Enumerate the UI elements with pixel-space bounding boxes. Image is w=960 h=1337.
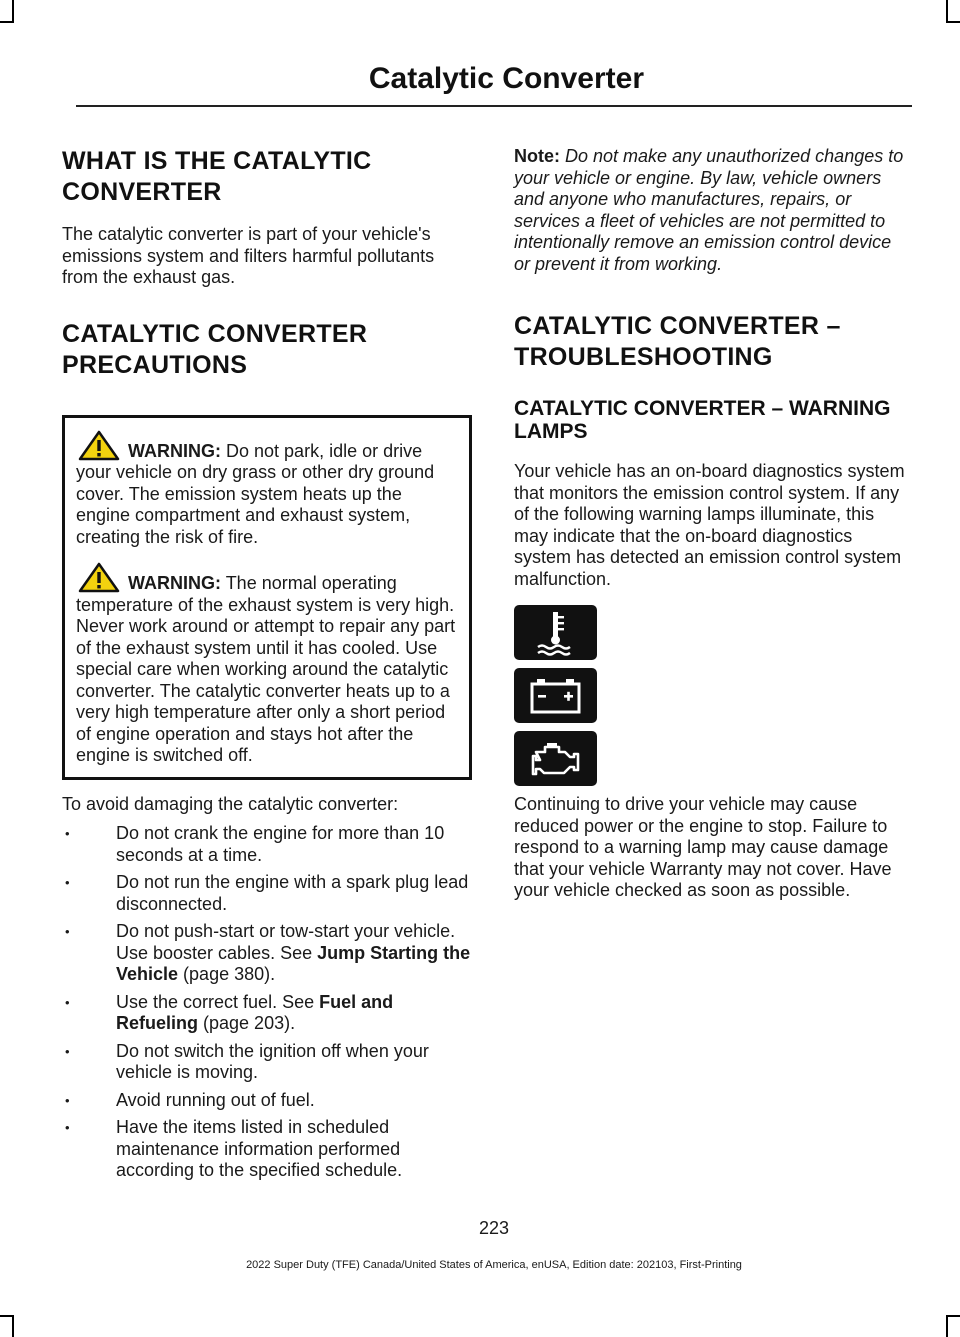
warning-triangle-icon xyxy=(78,562,120,593)
list-item xyxy=(62,872,472,915)
list-item-text: Do not push-start or tow-start your vehicle. Use booster cables. See xyxy=(116,921,456,963)
crop-mark xyxy=(0,1315,14,1317)
subsection-title-warning-lamps: CATALYTIC CONVERTER – WARNING LAMPS xyxy=(514,397,891,443)
section-body-what-is: The catalytic converter is part of your vehicle's emissions system and filters harmful pollutants from the exhaust gas. xyxy=(62,224,435,287)
warning-label: WARNING: xyxy=(128,440,221,461)
warning-lamps xyxy=(514,605,906,786)
coolant-temperature-icon xyxy=(514,605,597,660)
page-reference: (page 380). xyxy=(178,964,276,984)
closing-text: Continuing to drive your vehicle may cause reduced power or the engine to stop. Failure to respond to a warning lamp may cause damage that your vehicle Warranty may not cover. Have your vehicle checked as soon as possible. xyxy=(514,794,892,900)
section-title-troubleshooting: CATALYTIC CONVERTER – TROUBLESHOOTING xyxy=(514,312,841,371)
header-rule xyxy=(76,105,912,107)
list-item-text: Do not switch the ignition off when your vehicle is moving. xyxy=(116,1040,429,1082)
list-item-text: Have the items listed in scheduled maintenance information performed according to the specified schedule. xyxy=(116,1117,403,1180)
note-text: Do not make any unauthorized changes to your vehicle or engine. By law, vehicle owners and anyone who manufactures, repairs, or services a fleet of vehicles are not permitted to intentionally remove an emission control device or prevent it from working. xyxy=(514,146,904,274)
precaution-list xyxy=(62,823,472,1182)
edition-info: 2022 Super Duty (TFE) Canada/United States of America, enUSA, Edition date: 202103, First-Printing xyxy=(246,1259,742,1271)
crop-mark xyxy=(946,0,948,22)
list-item xyxy=(62,992,472,1035)
crop-mark xyxy=(946,1315,948,1337)
right-column xyxy=(514,146,906,902)
warning-text: Do not park, idle or drive your vehicle on dry grass or other dry ground cover. The emission system heats up the engine compartment and exhaust system, creating the risk of fire. xyxy=(76,440,435,547)
list-item xyxy=(62,1117,472,1182)
list-item-text: Use the correct fuel. See xyxy=(116,991,320,1012)
list-item-text: Do not run the engine with a spark plug lead disconnected. xyxy=(116,872,469,914)
warning-label: WARNING: xyxy=(128,573,221,593)
crop-mark xyxy=(946,21,960,23)
warning-box xyxy=(62,415,472,780)
list-item xyxy=(62,1090,472,1112)
crop-mark xyxy=(946,1315,960,1317)
lamps-intro: Your vehicle has an on-board diagnostics system that monitors the emission control system. If any of the following warning lamps illuminate, this may indicate that the on-board diagnostics system has detected an emission control system malfunction. xyxy=(514,461,905,589)
list-item xyxy=(62,921,472,986)
warning-triangle-icon xyxy=(78,430,120,461)
crop-mark xyxy=(12,1315,14,1337)
note xyxy=(514,146,906,275)
warning-item xyxy=(76,430,460,549)
list-item xyxy=(62,1041,472,1084)
list-item-text: Avoid running out of fuel. xyxy=(116,1089,315,1110)
section-title-precautions: CATALYTIC CONVERTER PRECAUTIONS xyxy=(62,319,368,379)
left-column xyxy=(62,146,472,1188)
page-reference: (page 203). xyxy=(198,1013,296,1033)
cross-reference-link[interactable]: Fuel and Refueling xyxy=(116,991,394,1033)
warning-text: The normal operating temperature of the exhaust system is very high. Never work around or attempt to repair any part of the exhaust system until it has cooled. Use special care when working around the catalytic converter. The catalytic converter heats up to a very high temperature after only a short period of engine operation and stays hot after the engine is switched off. xyxy=(76,573,456,765)
section-title-what-is: WHAT IS THE CATALYTIC CONVERTER xyxy=(62,147,372,206)
page-header-title: Catalytic Converter xyxy=(368,62,644,95)
page-number: 223 xyxy=(478,1218,510,1238)
list-item-text: Do not crank the engine for more than 10 seconds at a time. xyxy=(116,823,445,865)
list-item xyxy=(62,823,472,866)
crop-mark xyxy=(0,21,14,23)
avoid-intro: To avoid damaging the catalytic converter: xyxy=(62,793,399,814)
cross-reference-link[interactable]: Jump Starting the Vehicle xyxy=(116,942,471,984)
crop-mark xyxy=(12,0,14,22)
battery-icon xyxy=(514,668,597,723)
warning-item xyxy=(76,562,460,767)
note-label: Note: xyxy=(514,146,560,166)
check-engine-icon xyxy=(514,731,597,786)
